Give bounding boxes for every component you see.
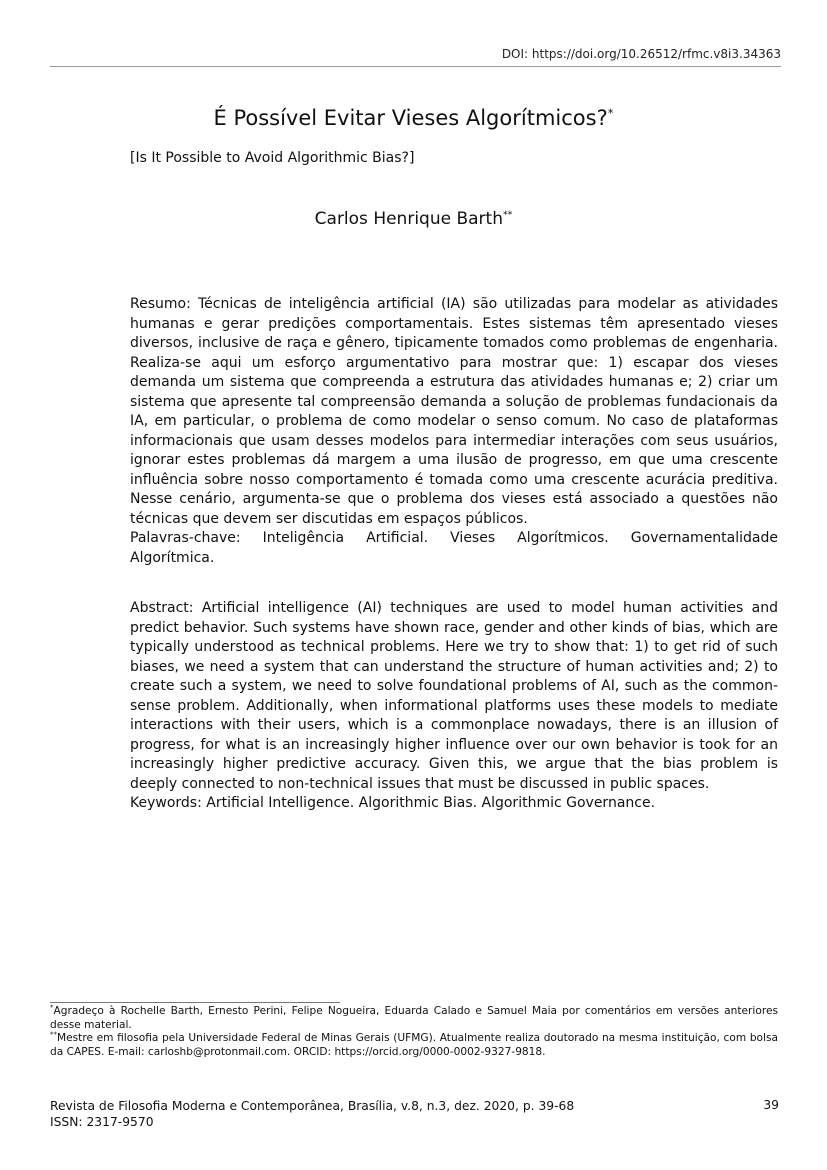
journal-citation: Revista de Filosofia Moderna e Contemporânea, Brasília, v.8, n.3, dez. 2020, p. 39-68 [50,1099,575,1113]
resumo-keywords: Palavras-chave: Inteligência Artificial. Vieses Algorítmicos. Governamentalidade Algorítmica. [130,530,778,566]
author-text: Carlos Henrique Barth [314,209,503,229]
header-divider [50,66,781,67]
abstract-keywords: Keywords: Artificial Intelligence. Algorithmic Bias. Algorithmic Governance. [130,795,656,811]
title-footnote-mark[interactable]: * [607,106,614,120]
title-text: É Possível Evitar Vieses Algorítmicos? [213,106,608,130]
page-footer [50,1098,574,1130]
article-title [0,106,827,130]
issn: ISSN: 2317-9570 [50,1115,154,1129]
abstract-text: Abstract: Artificial intelligence (AI) techniques are used to model human activities and predict behavior. Such systems have shown race, gender and other kinds of bias, which are typically understood as technical problems. Here we try to show that: 1) to get rid of such biases, we need a system that can understand the structure of human activities and; 2) to create such a system, we need to solve foundational problems of AI, such as the common-sense problem. Additionally, when informational platforms uses these models to mediate interactions with their users, which is a commonplace nowadays, there is an illusion of progress, for what is an increasingly higher influence over our own behavior is took for an increasingly higher predictive accuracy. Given this, we argue that the bias problem is deeply connected to non-technical issues that must be discussed in public spaces. [130,600,778,792]
author-footnote-mark[interactable]: ** [502,209,513,221]
footnote-1-mark: * [50,1003,54,1012]
page-number: 39 [763,1098,779,1112]
abstract-section [130,599,778,814]
footnote-2-mark: ** [50,1030,57,1039]
footnote-2-text[interactable]: Mestre em filosofia pela Universidade Federal de Minas Gerais (UFMG). Atualmente realiza doutorado na mesma instituição, com bolsa da CAPES. E-mail: carloshb@protonmail.com. ORCID: https://orcid.org/0000-0002-9327-9818. [50,1032,778,1058]
resumo-section [130,295,778,568]
resumo-text: Resumo: Técnicas de inteligência artificial (IA) são utilizadas para modelar as atividades humanas e gerar predições comportamentais. Estes sistemas têm apresentado vieses diversos, inclusive de raça e gênero, tipicamente tomados como problemas de engenharia. Realiza-se aqui um esforço argumentativo para mostrar que: 1) escapar dos vieses demanda um sistema que compreenda a estrutura das atividades humanas e; 2) criar um sistema que apresente tal compreensão demanda a solução de problemas fundacionais da IA, em particular, o problema de como modelar o senso comum. No caso de plataformas informacionais que usam desses modelos para intermediar interações com seus usuários, ignorar estes problemas dá margem a uma ilusão de progresso, em que uma crescente influência sobre nosso comportamento é tomada como uma crescente acurácia preditiva. Nesse cenário, argumenta-se que o problema dos vieses está associado a questões não técnicas que devem ser discutidas em espaços públicos. [130,296,778,527]
article-subtitle: [Is It Possible to Avoid Algorithmic Bias?] [130,150,415,166]
author-name [0,209,827,229]
footnote-divider [50,1002,340,1003]
doi-link[interactable]: DOI: https://doi.org/10.26512/rfmc.v8i3.34363 [501,47,781,61]
footnote-1-text: Agradeço à Rochelle Barth, Ernesto Perini, Felipe Nogueira, Eduarda Calado e Samuel Maia por comentários em versões anteriores desse material. [50,1005,778,1031]
footnotes [50,1005,778,1059]
footnote-1 [50,1005,778,1032]
footnote-2 [50,1032,778,1059]
